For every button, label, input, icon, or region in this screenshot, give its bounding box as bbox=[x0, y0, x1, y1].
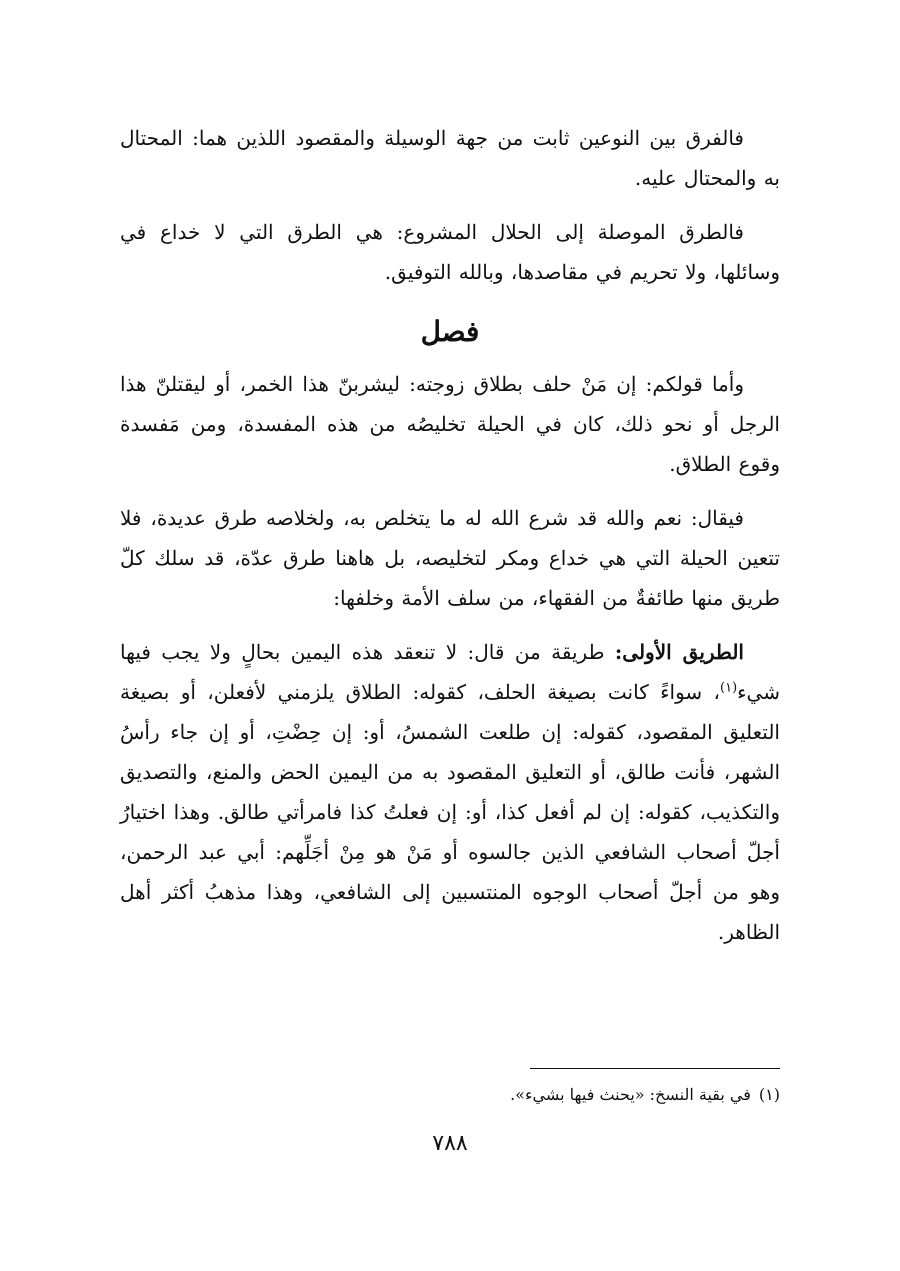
paragraph-3: وأما قولكم: إن مَنْ حلف بطلاق زوجته: ليشربنّ هذا الخمر، أو ليقتلنّ هذا الرجل أو نحو ذلك، كان في الحيلة تخليصُه من هذه المفسدة، ومن مَفسدة وقوع الطلاق. bbox=[120, 372, 780, 476]
section-title: فصل bbox=[420, 315, 480, 348]
page-body bbox=[120, 118, 780, 966]
footnote-number: (١) bbox=[758, 1085, 780, 1104]
footnote-text: في بقية النسخ: «يحنث فيها بشيء». bbox=[510, 1085, 751, 1104]
footnote-reference[interactable]: (١) bbox=[720, 680, 738, 696]
paragraph-4: فيقال: نعم والله قد شرع الله له ما يتخلص به، ولخلاصه طرق عديدة، فلا تتعين الحيلة التي هي خداع ومكر لتخليصه، بل هاهنا طرق عدّة، قد سلك كلّ طريق منها طائفةٌ من الفقهاء، من سلف الأمة وخلفها: bbox=[120, 506, 780, 610]
paragraph-2: فالطرق الموصلة إلى الحلال المشروع: هي الطرق التي لا خداع في وسائلها، ولا تحريم في مقاصدها، وبالله التوفيق. bbox=[120, 220, 780, 284]
paragraph-5 bbox=[120, 632, 780, 952]
footnote bbox=[120, 1080, 780, 1110]
paragraph-1: فالفرق بين النوعين ثابت من جهة الوسيلة والمقصود اللذين هما: المحتال به والمحتال عليه. bbox=[120, 126, 780, 190]
paragraph-5-lead: الطريق الأولى: bbox=[614, 640, 744, 664]
page-number: ٧٨٨ bbox=[432, 1131, 468, 1156]
paragraph-5-part-a: طريقة من قال: لا تنعقد هذه اليمين بحالٍ ولا يجب فيها شيء bbox=[120, 640, 780, 704]
paragraph-5-part-b: ، سواءً كانت بصيغة الحلف، كقوله: الطلاق يلزمني لأفعلن، أو بصيغة التعليق المقصود، كقوله: إن طلعت الشمسُ، أو: إن حِضْتِ، أو إن جاء رأسُ الشهر، فأنت طالق، أو التعليق المقصود به من اليمين الحض والمنع، والتصديق والتكذيب، كقوله: إن لم أفعل كذا، أو: إن فعلتُ كذا فامرأتي طالق. وهذا اختيارُ أجلّ أصحاب الشافعي الذين جالسوه أو مَنْ هو مِنْ أجَلِّهم: أبي عبد الرحمن، وهو من أجلّ أصحاب الوجوه المنتسبين إلى الشافعي، وهذا مذهبُ أكثر أهل الظاهر. bbox=[120, 680, 780, 944]
footnote-divider bbox=[530, 1068, 780, 1069]
